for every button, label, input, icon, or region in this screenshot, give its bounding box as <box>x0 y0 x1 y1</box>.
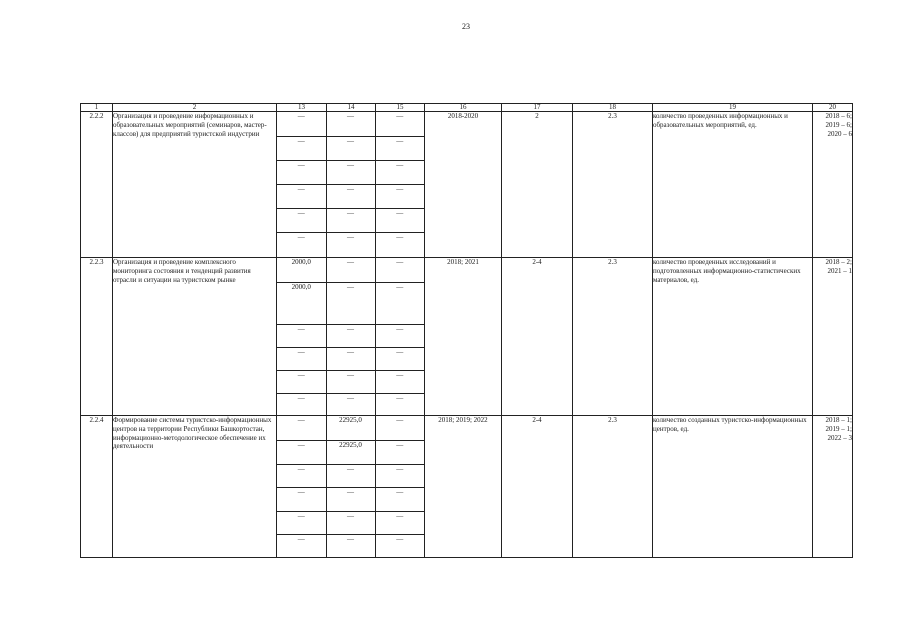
row-indicator: количество проведенных информационных и образовательных мероприятий, ед. <box>653 112 813 258</box>
funding-cell: — <box>326 136 375 160</box>
funding-cell: 2000,0 <box>277 282 326 324</box>
funding-cell: — <box>326 324 375 347</box>
funding-cell: 2000,0 <box>277 258 326 282</box>
funding-cell: 22925,0 <box>326 416 375 440</box>
funding-cell: — <box>277 370 326 393</box>
header-cell: 13 <box>277 104 327 112</box>
funding-cell: — <box>375 232 424 257</box>
funding-cell: — <box>297 232 305 241</box>
funding-cell: — <box>326 511 375 534</box>
page-number: 23 <box>462 22 470 31</box>
funding-cell: — <box>375 511 424 534</box>
header-cell: 14 <box>327 104 376 112</box>
table-row <box>81 258 853 416</box>
funding-cell: — <box>277 487 326 511</box>
target-value: 2018 – 1; <box>825 416 852 424</box>
funding-cell: — <box>277 324 326 347</box>
funding-cell: — <box>326 534 375 557</box>
header-row <box>81 104 853 112</box>
funding-subtable <box>277 112 425 258</box>
target-value: 2021 – 1 <box>827 266 852 275</box>
target-value: 2020 – 6 <box>827 129 852 138</box>
funding-cell: — <box>375 440 424 464</box>
funding-cell: — <box>375 347 424 370</box>
funding-cell: — <box>277 464 326 487</box>
target-value: 2018 – 2; <box>825 258 852 266</box>
target-value: 2019 – 1; <box>825 424 852 433</box>
header-cell: 15 <box>376 104 425 112</box>
row-description: Формирование системы туристско-информационных центров на территории Республики Башкортостан, информационно-методологическое обеспечение их деятельности <box>113 416 277 558</box>
funding-cell: — <box>375 208 424 232</box>
row-years: 2018; 2021 <box>425 258 502 416</box>
funding-cell: — <box>297 534 305 543</box>
funding-cell: — <box>277 440 326 464</box>
row-col17: 2-4 <box>502 416 573 558</box>
header-cell: 2 <box>113 104 277 112</box>
target-value: 2018 – 6; <box>825 112 852 120</box>
program-table <box>80 103 853 558</box>
row-targets <box>813 112 853 258</box>
funding-cell: — <box>297 393 305 402</box>
funding-cell: — <box>326 208 375 232</box>
funding-cell: — <box>375 258 424 282</box>
funding-cell: — <box>277 347 326 370</box>
header-cell: 17 <box>502 104 573 112</box>
target-value: 2019 – 6; <box>825 120 852 129</box>
header-cell: 19 <box>653 104 813 112</box>
funding-cell: — <box>375 416 424 440</box>
row-col18: 2.3 <box>573 416 653 558</box>
funding-cell: — <box>326 282 375 324</box>
funding-cell: — <box>277 160 326 184</box>
row-indicator: количество проведенных исследований и подготовленных информационно-статистических материалов, ед. <box>653 258 813 416</box>
header-cell: 18 <box>573 104 653 112</box>
row-col18: 2.3 <box>573 112 653 258</box>
funding-cell: — <box>326 160 375 184</box>
table-row <box>81 112 853 258</box>
funding-cell: — <box>375 324 424 347</box>
funding-subtable <box>277 416 425 558</box>
funding-cell: — <box>277 511 326 534</box>
funding-cell: — <box>375 487 424 511</box>
funding-cell: — <box>375 160 424 184</box>
row-col17: 2 <box>502 112 573 258</box>
funding-subtable <box>277 258 425 416</box>
row-col17: 2-4 <box>502 258 573 416</box>
row-targets <box>813 416 853 558</box>
funding-cell: — <box>277 136 326 160</box>
funding-cell: — <box>375 112 424 136</box>
row-years: 2018-2020 <box>425 112 502 258</box>
header-cell: 20 <box>813 104 853 112</box>
funding-cell: — <box>375 282 424 324</box>
funding-cell: — <box>326 393 375 415</box>
funding-cell: — <box>326 370 375 393</box>
funding-cell: — <box>326 464 375 487</box>
funding-cell: — <box>277 184 326 208</box>
row-col18: 2.3 <box>573 258 653 416</box>
funding-cell: — <box>375 393 424 415</box>
row-years: 2018; 2019; 2022 <box>425 416 502 558</box>
row-number: 2.2.3 <box>81 258 113 416</box>
funding-cell: — <box>326 487 375 511</box>
row-description: Организация и проведение информационных и образовательных мероприятий (семинаров, мастер-классов) для предприятий туристской индустрии <box>113 112 277 258</box>
row-targets <box>813 258 853 416</box>
funding-cell: — <box>277 112 326 136</box>
funding-cell: — <box>375 534 424 557</box>
header-cell: 16 <box>425 104 502 112</box>
table-row <box>81 416 853 558</box>
funding-cell: — <box>326 258 375 282</box>
row-number: 2.2.4 <box>81 416 113 558</box>
funding-cell: — <box>326 232 375 257</box>
funding-cell: — <box>277 208 326 232</box>
funding-cell: — <box>375 136 424 160</box>
funding-cell: — <box>277 416 326 440</box>
target-value: 2022 – 3 <box>827 433 852 442</box>
row-number: 2.2.2 <box>81 112 113 258</box>
funding-cell: — <box>326 184 375 208</box>
funding-cell: — <box>375 370 424 393</box>
row-description: Организация и проведение комплексного мониторинга состояния и тенденций развития отрасли и ситуации на туристском рынке <box>113 258 277 416</box>
funding-cell: — <box>326 347 375 370</box>
funding-cell: — <box>375 464 424 487</box>
funding-cell: — <box>326 112 375 136</box>
header-cell: 1 <box>81 104 113 112</box>
funding-cell: — <box>375 184 424 208</box>
row-indicator: количество созданных туристско-информационных центров, ед. <box>653 416 813 558</box>
funding-cell: 22925,0 <box>326 440 375 464</box>
